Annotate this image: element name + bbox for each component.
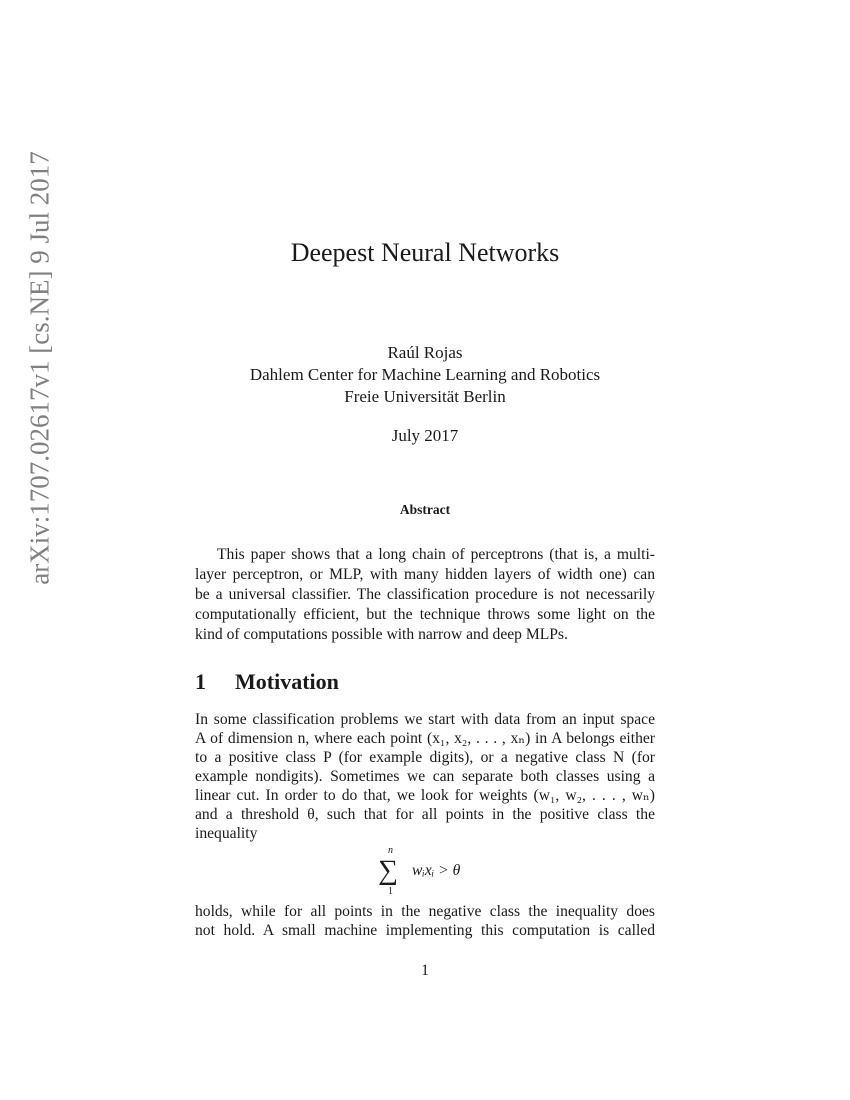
sum-upper-limit: n (388, 845, 393, 856)
sum-symbol: ∑ (378, 855, 398, 886)
body-line: A of dimension n, where each point (x₁, x₂, . . . , xₙ) in A belongs either (195, 730, 655, 747)
section-heading (195, 669, 339, 695)
author: Raúl Rojas (387, 343, 463, 362)
body-line: holds, while for all points in the negative class the inequality does (195, 903, 655, 920)
arxiv-stamp: arXiv:1707.02617v1 [cs.NE] 9 Jul 2017 (24, 151, 55, 585)
date: July 2017 (391, 426, 459, 445)
abstract-line: This paper shows that a long chain of perceptrons (that is, a multi- (217, 546, 655, 563)
equation-expression: wᵢxᵢ > θ (412, 862, 461, 879)
abstract-line: layer perceptron, or MLP, with many hidden layers of width one) can (195, 566, 655, 583)
page-number: 1 (421, 962, 429, 979)
section-number: 1 (195, 669, 206, 694)
body-line: not hold. A small machine implementing this computation is called (195, 922, 655, 939)
body-line: inequality (195, 825, 258, 842)
body-line: and a threshold θ, such that for all points in the positive class the (195, 806, 655, 823)
equation (378, 845, 508, 899)
abstract-line: computationally efficient, but the technique throws some light on the (195, 606, 655, 623)
body-line: linear cut. In order to do that, we look for weights (w₁, w₂, . . . , wₙ) (195, 787, 655, 804)
abstract-line: kind of computations possible with narrow and deep MLPs. (195, 626, 568, 643)
affiliation-line-1: Dahlem Center for Machine Learning and Robotics (249, 365, 601, 384)
affiliation-line-2: Freie Universität Berlin (344, 387, 506, 406)
body-line: to a positive class P (for example digits), or a negative class N (for (195, 749, 655, 766)
section-title: Motivation (235, 669, 339, 694)
sum-lower-limit: 1 (388, 886, 393, 897)
body-line: In some classification problems we start with data from an input space (195, 711, 655, 728)
paper-title: Deepest Neural Networks (290, 238, 560, 267)
abstract-line: be a universal classifier. The classification procedure is not necessarily (195, 586, 655, 603)
body-line: example nondigits). Sometimes we can separate both classes using a (195, 768, 655, 785)
abstract-heading: Abstract (399, 502, 451, 517)
